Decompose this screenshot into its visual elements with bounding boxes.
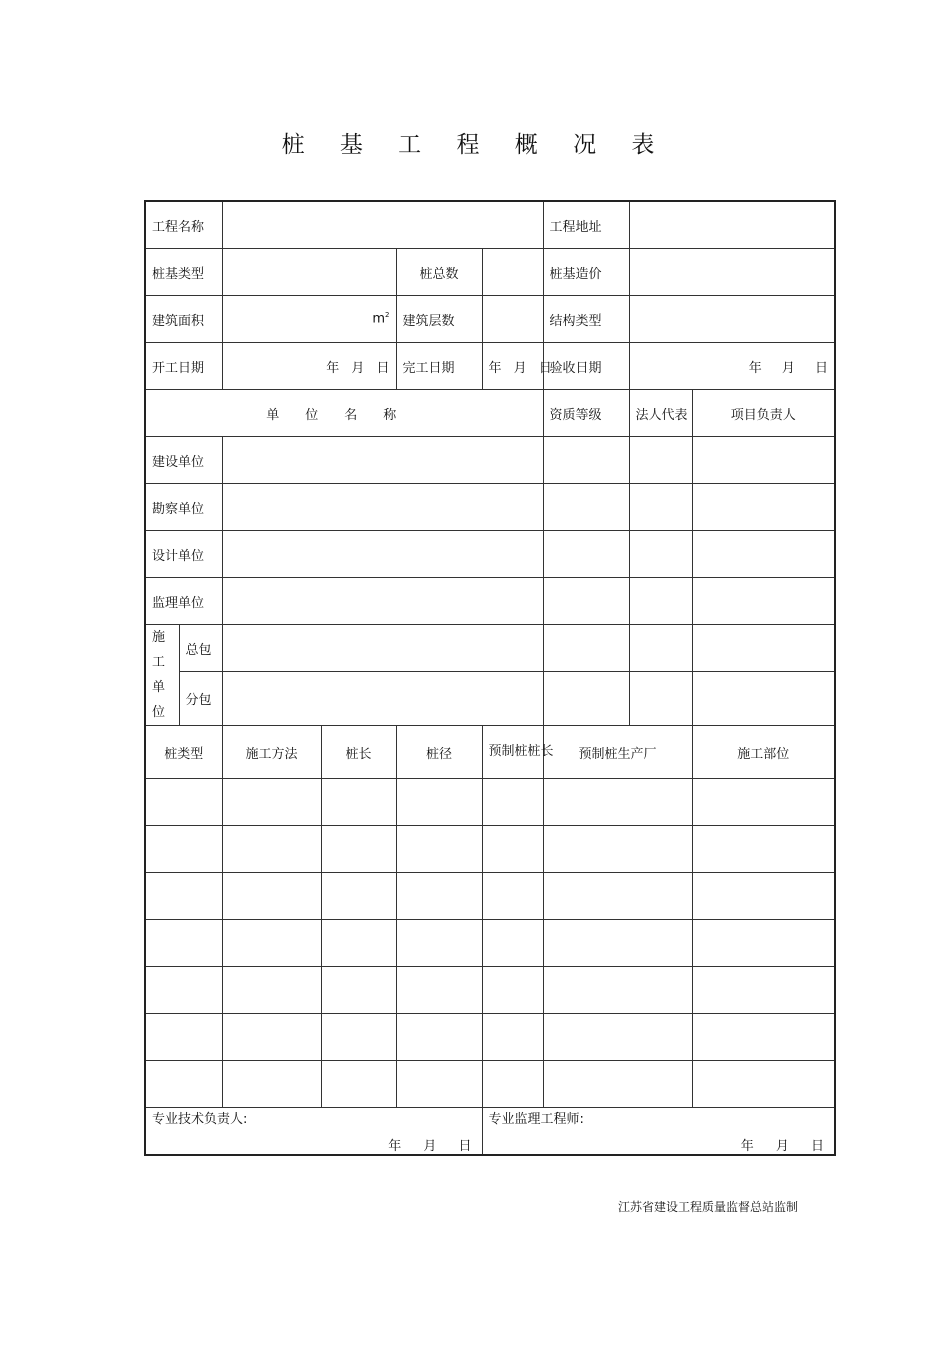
row-supervision-unit (145, 578, 835, 625)
field-design-qualification[interactable] (543, 531, 629, 578)
field-construction-unit-name[interactable] (222, 437, 543, 484)
pile-cell[interactable] (222, 826, 321, 873)
pile-cell[interactable] (692, 967, 835, 1014)
label-supervision-unit: 监理单位 (145, 578, 222, 625)
field-general-legal-rep[interactable] (629, 625, 692, 672)
pile-cell[interactable] (482, 873, 543, 920)
row-pile-type (145, 249, 835, 296)
label-project-address: 工程地址 (543, 201, 629, 249)
pile-cell[interactable] (145, 779, 222, 826)
header-pile-class: 桩类型 (145, 726, 222, 779)
pile-cell[interactable] (145, 920, 222, 967)
field-sub-leader[interactable] (692, 672, 835, 726)
pile-cell[interactable] (692, 920, 835, 967)
pile-row (145, 1014, 835, 1061)
pile-cell[interactable] (482, 779, 543, 826)
pile-cell[interactable] (692, 779, 835, 826)
pile-cell[interactable] (321, 967, 396, 1014)
field-survey-qualification[interactable] (543, 484, 629, 531)
pile-cell[interactable] (321, 873, 396, 920)
tech-lead-date: 年 月 日 (388, 1139, 472, 1154)
field-acceptance-date[interactable]: 年 月 日 (629, 343, 835, 390)
pile-row (145, 1061, 835, 1108)
pile-row (145, 967, 835, 1014)
label-start-date: 开工日期 (145, 343, 222, 390)
label-construction-unit: 建设单位 (145, 437, 222, 484)
field-general-unit-name[interactable] (222, 625, 543, 672)
pile-cell[interactable] (543, 920, 692, 967)
field-general-qualification[interactable] (543, 625, 629, 672)
header-legal-rep: 法人代表 (629, 390, 692, 437)
field-project-name[interactable] (222, 201, 543, 249)
field-survey-legal-rep[interactable] (629, 484, 692, 531)
pile-cell[interactable] (692, 826, 835, 873)
pile-cell[interactable] (543, 779, 692, 826)
signature-tech-lead[interactable] (145, 1108, 482, 1156)
pile-cell[interactable] (321, 1061, 396, 1108)
field-start-date[interactable]: 年 月 日 (222, 343, 396, 390)
header-project-leader: 项目负责人 (692, 390, 835, 437)
label-project-name: 工程名称 (145, 201, 222, 249)
header-length: 桩长 (321, 726, 396, 779)
header-location: 施工部位 (692, 726, 835, 779)
field-building-area[interactable] (222, 296, 396, 343)
label-pile-total: 桩总数 (396, 249, 482, 296)
signature-supervisor[interactable] (482, 1108, 835, 1156)
pile-cell[interactable] (145, 873, 222, 920)
pile-cell[interactable] (396, 873, 482, 920)
row-dates (145, 343, 835, 390)
pile-cell[interactable] (222, 1014, 321, 1061)
pile-foundation-form (144, 200, 836, 1156)
label-pile-type: 桩基类型 (145, 249, 222, 296)
field-design-legal-rep[interactable] (629, 531, 692, 578)
pile-cell[interactable] (222, 1061, 321, 1108)
row-building-area (145, 296, 835, 343)
field-sub-unit-name[interactable] (222, 672, 543, 726)
header-diameter: 桩径 (396, 726, 482, 779)
row-design-unit (145, 531, 835, 578)
pile-cell[interactable] (321, 826, 396, 873)
row-survey-unit (145, 484, 835, 531)
pile-row (145, 779, 835, 826)
header-unit-name: 单位名称 (145, 390, 543, 437)
label-building-floors: 建筑层数 (396, 296, 482, 343)
pile-cell[interactable] (692, 1014, 835, 1061)
row-signatures (145, 1108, 835, 1156)
pile-cell[interactable] (543, 1014, 692, 1061)
field-building-floors[interactable] (482, 296, 543, 343)
pile-cell[interactable] (222, 967, 321, 1014)
field-completion-date[interactable]: 年 月 日 (482, 343, 543, 390)
pile-cell[interactable] (692, 873, 835, 920)
pile-cell[interactable] (482, 967, 543, 1014)
header-qualification: 资质等级 (543, 390, 629, 437)
field-design-unit-name[interactable] (222, 531, 543, 578)
field-construction-qualification[interactable] (543, 437, 629, 484)
field-supervision-legal-rep[interactable] (629, 578, 692, 625)
pile-cell[interactable] (396, 826, 482, 873)
form-title: 桩 基 工 程 概 况 表 (281, 132, 669, 158)
label-design-unit: 设计单位 (145, 531, 222, 578)
row-project-name (145, 201, 835, 249)
field-structure-type[interactable] (629, 296, 835, 343)
builder-char: 工 (152, 655, 166, 670)
area-unit-sup: 2 (385, 311, 390, 320)
row-subcontractor (145, 672, 835, 726)
pile-cell[interactable] (396, 1061, 482, 1108)
pile-cell[interactable] (222, 873, 321, 920)
pile-row (145, 873, 835, 920)
pile-cell[interactable] (396, 779, 482, 826)
pile-cell[interactable] (222, 779, 321, 826)
supervisor-date: 年 月 日 (740, 1139, 825, 1154)
field-pile-cost[interactable] (629, 249, 835, 296)
row-piles-header (145, 726, 835, 779)
label-pile-cost: 桩基造价 (543, 249, 629, 296)
builder-char: 施 (152, 630, 166, 645)
label-structure-type: 结构类型 (543, 296, 629, 343)
field-general-leader[interactable] (692, 625, 835, 672)
field-survey-leader[interactable] (692, 484, 835, 531)
pile-cell[interactable] (543, 967, 692, 1014)
header-method: 施工方法 (222, 726, 321, 779)
pile-cell[interactable] (396, 920, 482, 967)
pile-row (145, 826, 835, 873)
field-survey-unit-name[interactable] (222, 484, 543, 531)
pile-cell[interactable] (482, 1061, 543, 1108)
field-pile-type[interactable] (222, 249, 396, 296)
builder-char: 位 (152, 705, 166, 720)
pile-cell[interactable] (543, 873, 692, 920)
field-sub-legal-rep[interactable] (629, 672, 692, 726)
field-supervision-unit-name[interactable] (222, 578, 543, 625)
field-sub-qualification[interactable] (543, 672, 629, 726)
field-pile-total[interactable] (482, 249, 543, 296)
label-survey-unit: 勘察单位 (145, 484, 222, 531)
pile-cell[interactable] (321, 779, 396, 826)
field-design-leader[interactable] (692, 531, 835, 578)
field-construction-legal-rep[interactable] (629, 437, 692, 484)
pile-cell[interactable] (692, 1061, 835, 1108)
pile-cell[interactable] (321, 920, 396, 967)
pile-cell[interactable] (222, 920, 321, 967)
label-subcontractor: 分包 (179, 672, 222, 726)
header-manufacturer: 预制桩生产厂 (543, 726, 692, 779)
pile-cell[interactable] (482, 1014, 543, 1061)
pile-cell[interactable] (396, 1014, 482, 1061)
label-acceptance-date: 验收日期 (543, 343, 629, 390)
pile-cell[interactable] (396, 967, 482, 1014)
tech-lead-label: 专业技术负责人: (152, 1112, 248, 1127)
header-precast-length: 预制桩桩长 (482, 726, 543, 779)
pile-cell[interactable] (145, 1014, 222, 1061)
pile-cell[interactable] (482, 826, 543, 873)
label-completion-date: 完工日期 (396, 343, 482, 390)
pile-cell[interactable] (145, 1061, 222, 1108)
pile-cell[interactable] (543, 826, 692, 873)
row-units-header (145, 390, 835, 437)
pile-cell[interactable] (482, 920, 543, 967)
label-builder-unit (145, 625, 179, 726)
pile-cell[interactable] (145, 826, 222, 873)
area-unit: m (372, 311, 386, 327)
label-building-area: 建筑面积 (145, 296, 222, 343)
pile-cell[interactable] (543, 1061, 692, 1108)
row-general-contractor (145, 625, 835, 672)
field-supervision-leader[interactable] (692, 578, 835, 625)
field-project-address[interactable] (629, 201, 835, 249)
field-construction-leader[interactable] (692, 437, 835, 484)
pile-cell[interactable] (321, 1014, 396, 1061)
label-general-contractor: 总包 (179, 625, 222, 672)
builder-char: 单 (152, 680, 166, 695)
row-construction-unit (145, 437, 835, 484)
pile-cell[interactable] (145, 967, 222, 1014)
field-supervision-qualification[interactable] (543, 578, 629, 625)
issuer-footer: 江苏省建设工程质量监督总站监制 (618, 1200, 799, 1214)
pile-row (145, 920, 835, 967)
supervisor-label: 专业监理工程师: (488, 1112, 584, 1127)
